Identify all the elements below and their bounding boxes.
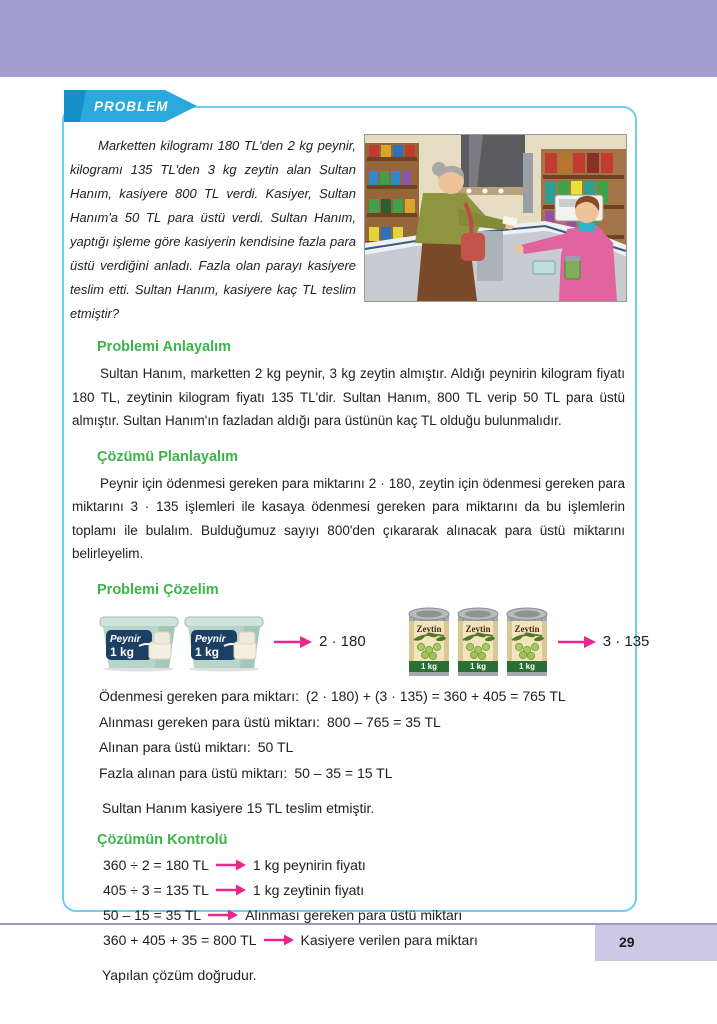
- pink-arrow-icon: [264, 934, 294, 946]
- check-step: [103, 932, 627, 948]
- cheese-label: Peynir: [195, 633, 226, 645]
- pink-arrow-icon: [216, 859, 246, 871]
- check-note: 1 kg peynirin fiyatı: [252, 856, 366, 873]
- problem-statement-row: [70, 134, 627, 326]
- olive-weight-label: 1 kg: [469, 661, 486, 671]
- products-row: [99, 605, 650, 679]
- solve-line-expression: (2 · 180) + (3 · 135) = 360 + 405 = 765 TL: [305, 688, 566, 704]
- olive-label: Zeytin: [416, 623, 442, 634]
- pink-arrow-icon: [558, 635, 596, 649]
- cheese-expression: 2 · 180: [319, 633, 366, 650]
- page-number: 29: [619, 934, 635, 950]
- solve-line-expression: 800 – 765 = 35 TL: [327, 713, 441, 730]
- section-title-understand: Problemi Anlayalım: [97, 339, 232, 355]
- check-step: [103, 907, 627, 923]
- problem-ribbon: [64, 89, 198, 123]
- section-title-solve: Problemi Çözelim: [97, 581, 219, 598]
- solve-line-label: Alınması gereken para üstü miktarı:: [99, 713, 320, 730]
- check-note: Kasiyere verilen para miktarı: [300, 931, 478, 948]
- olive-label: Zeytin: [514, 623, 540, 634]
- page-number-box: [595, 925, 717, 961]
- olive-weight-label: 1 kg: [518, 661, 535, 671]
- solve-line: [99, 765, 627, 781]
- check-expression: 50 – 15 = 35 TL: [103, 906, 202, 923]
- pink-arrow-icon: [274, 635, 312, 649]
- check-step: [103, 882, 627, 898]
- plan-text: Peynir için ödenmesi gereken para miktarını 2 · 180, zeytin için ödenmesi gereken para miktarını 3 · 135 işlemleri ile kasaya ödenmesi gereken para miktarını da bu işlemlerin toplamı ile bulalım. Bulduğumuz sayıyı 800'den çıkararak alınacak para üstü miktarını belirleyelim.: [72, 475, 625, 561]
- solve-line-label: Alınan para üstü miktarı:: [99, 739, 251, 755]
- olive-can-image: [406, 606, 452, 678]
- cheese-tub-image: [184, 612, 264, 672]
- olive-can-image: [504, 606, 550, 678]
- section-title-plan: Çözümü Planlayalım: [97, 448, 239, 465]
- market-illustration: [364, 134, 627, 302]
- olive-weight-label: 1 kg: [420, 661, 437, 671]
- check-conclusion: Yapılan çözüm doğrudur.: [102, 966, 257, 983]
- top-banner: [0, 0, 717, 77]
- market-scene-image: [365, 135, 626, 301]
- check-step: [103, 857, 627, 873]
- solve-line: [99, 739, 627, 755]
- cheese-weight-label: 1 kg: [195, 644, 220, 659]
- check-expression: 405 ÷ 3 = 135 TL: [103, 881, 209, 898]
- ribbon-arrow-icon: [64, 89, 198, 123]
- cheese-label: Peynir: [110, 633, 141, 645]
- solve-line-label: Fazla alınan para üstü miktarı:: [99, 764, 288, 781]
- solve-line: [99, 714, 627, 730]
- check-expression: 360 + 405 + 35 = 800 TL: [103, 931, 257, 948]
- check-expression: 360 ÷ 2 = 180 TL: [103, 856, 209, 873]
- olive-label: Zeytin: [465, 623, 491, 634]
- cheese-tub-image: [99, 612, 179, 672]
- check-note: Alınması gereken para üstü miktarı: [245, 906, 463, 923]
- cheese-weight-label: 1 kg: [110, 644, 135, 659]
- solve-conclusion: Sultan Hanım kasiyere 15 TL teslim etmiştir.: [102, 799, 375, 816]
- olive-expression: 3 · 135: [602, 633, 650, 650]
- solve-line: [99, 688, 627, 704]
- solve-line-expression: 50 TL: [257, 739, 294, 755]
- solve-line-expression: 50 – 35 = 15 TL: [294, 764, 393, 781]
- pink-arrow-icon: [208, 909, 238, 921]
- understand-text: Sultan Hanım, marketten 2 kg peynir, 3 kg zeytin almıştır. Aldığı peynirin kilogram fiyatı 180 TL, zeytinin kilogram fiyatı 135 TL'dir. Sultan Hanım, 800 TL verip 50 TL para üstü almıştır. Sultan Hanım'ın fazladan aldığı para üstünün kaç TL olduğu bulunmalıdır.: [72, 366, 625, 428]
- check-note: 1 kg zeytinin fiyatı: [252, 881, 365, 898]
- olive-can-image: [455, 606, 501, 678]
- section-title-check: Çözümün Kontrolü: [97, 831, 228, 848]
- pink-arrow-icon: [216, 884, 246, 896]
- problem-statement: Marketten kilogramı 180 TL'den 2 kg peynir, kilogramı 135 TL'den 3 kg zeytin alan Sultan Hanım, kasiyere 800 TL verdi. Kasiyer, Sultan Hanım'a 50 TL para üstü verdi. Sultan Hanım, yaptığı işleme göre kasiyerin kendisine fazla para üstü verdiğini anladı. Fazla olan parayı kasiyere teslim etti. Sultan Hanım, kasiyere kaç TL teslim etmiştir?: [70, 138, 356, 321]
- solve-line-label: Ödenmesi gereken para miktarı:: [99, 688, 299, 704]
- ribbon-label: PROBLEM: [94, 99, 169, 114]
